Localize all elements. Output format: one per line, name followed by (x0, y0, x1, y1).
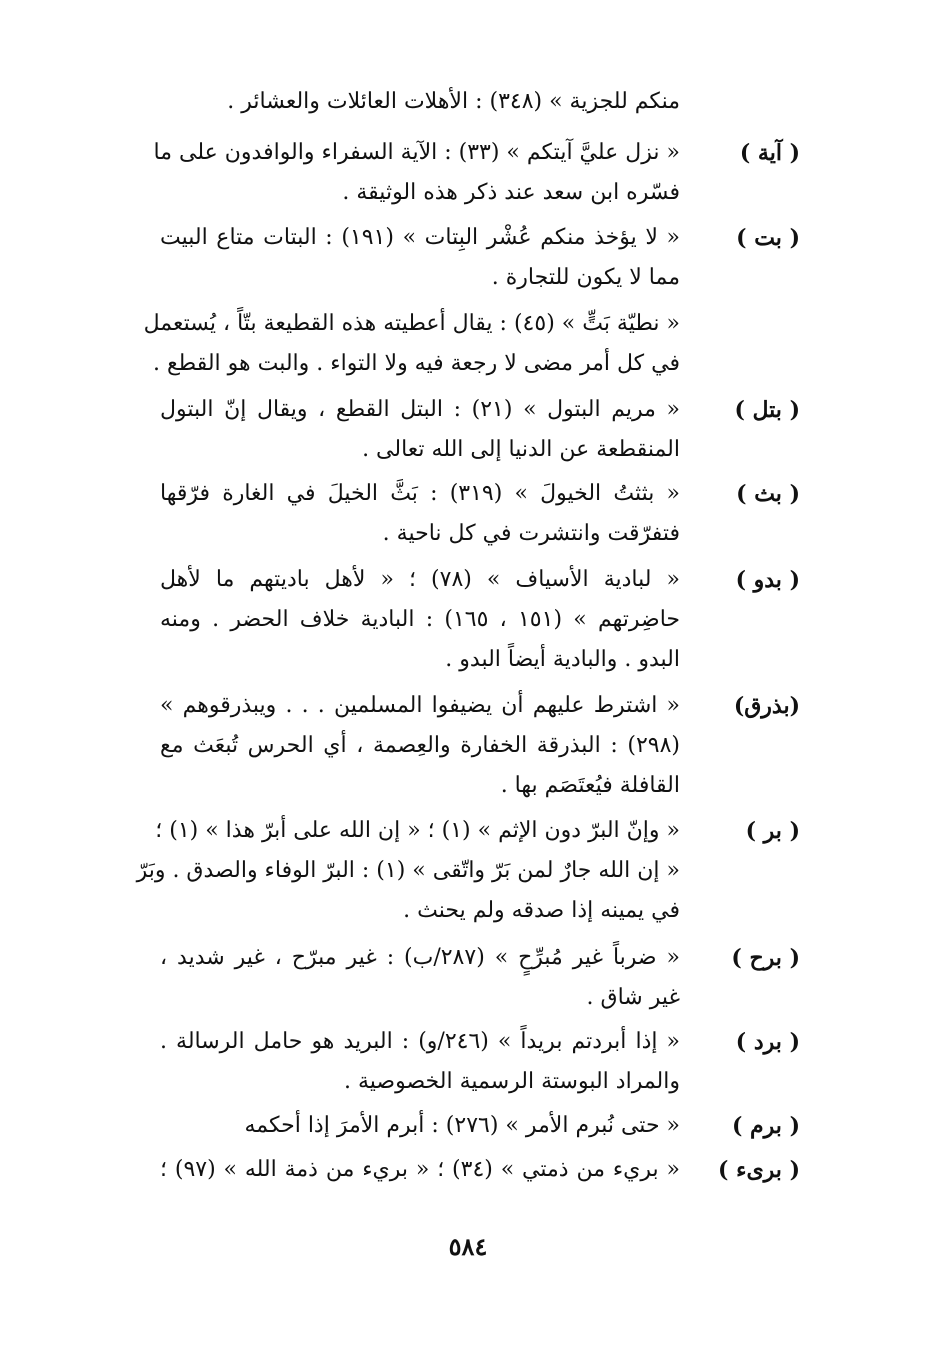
page-number: ٥٨٤ (448, 1232, 488, 1261)
entry-headword: ( برد ) (735, 1029, 800, 1055)
entry-headword: ( برح ) (731, 945, 800, 971)
entry-line: « اشترط عليهم أن يضيفوا المسلمين . . . ويبذرقوهم » (160, 693, 680, 718)
entry-line: (٢٩٨) : البذرقة الخفارة والعِصمة ، أي الحرس تُبعَث مع (160, 733, 680, 758)
entry-headword: ( بت ) (736, 225, 800, 251)
entry-line: « وإنّ البرّ دون الإثم » (١) ؛ « إن الله على أبرّ هذا » (١) ؛ (155, 818, 680, 843)
entry-line: « نطيّة بَتٍّ » (٤٥) : يقال أعطيته هذه القطيعة بتّاً ، يُستعمل (143, 311, 680, 336)
entry-line: حاضِرتهم » (١٥١ ، ١٦٥) : البادية خلاف الحضر . ومنه (160, 607, 680, 632)
entry-headword: ( برم ) (731, 1113, 800, 1139)
entry-line: في يمينه إذا صدقه ولم يحنث . (403, 898, 680, 923)
entry-line: « إن الله جارٌ لمن بَرّ واتّقى » (١) : البرّ الوفاء والصدق . وبَرّ (136, 858, 680, 883)
entry-line: في كل أمر مضى لا رجعة فيه ولا التواء . والبت هو القطع . (152, 351, 680, 376)
entry-headword: ( بتل ) (734, 397, 800, 423)
entry-line: « بريء من ذمتي » (٣٤) ؛ « بريء من ذمة الله » (٩٧) ؛ (160, 1157, 680, 1182)
entry-line: « لا يؤخذ منكم عُشْر البِتات » (١٩١) : البتات متاع البيت (160, 225, 680, 250)
entry-headword: ( بر ) (745, 818, 800, 844)
entry-line: البدو . والبادية أيضاً البدو . (445, 647, 680, 672)
entry-line: « ضرباً غير مُبرِّحٍ » (٢٨٧/ب) : غير مبرّح ، غير شديد ، (160, 945, 680, 970)
entry-headword: (بذرق) (733, 693, 800, 719)
entry-line: « مريم البتول » (٢١) : البتل القطع ، ويقال إنّ البتول (160, 397, 680, 422)
entry-line: « نزل عليَّ آيتكم » (٣٣) : الآية السفراء والوافدون على ما (153, 140, 680, 165)
entry-line: المنقطعة عن الدنيا إلى الله تعالى . (362, 437, 680, 462)
entry-line: غير شاق . (586, 985, 680, 1010)
entry-line: مما لا يكون للتجارة . (491, 265, 680, 290)
entry-line: « لبادية الأسياف » (٧٨) ؛ « لأهل باديتهم ما لأهل (160, 567, 680, 592)
entry-line: والمراد البوستة الرسمية الخصوصية . (344, 1069, 680, 1094)
entry-line: « بثثتُ الخيولَ » (٣١٩) : بَثَّ الخيلَ في الغارة فرّقها (160, 481, 680, 506)
entry-line: « إذا أبردتم بريداً » (٢٤٦/و) : البريد هو حامل الرسالة . (160, 1029, 680, 1054)
entry-line: « حتى نُبرم الأمر » (٢٧٦) : أبرم الأمرَ إذا أحكمه (244, 1113, 680, 1138)
entry-headword: ( برىء ) (718, 1157, 800, 1183)
continuation-line: منكم للجزية » (٣٤٨) : الأهلات العائلات والعشائر . (227, 89, 680, 114)
entry-line: القافلة فيُعتَصَم بها . (500, 773, 680, 798)
entry-headword: ( آية ) (739, 140, 800, 166)
entry-line: فسّره ابن سعد عند ذكر هذه الوثيقة . (342, 180, 680, 205)
entry-line: فتفرّقت وانتشرت في كل ناحية . (382, 521, 680, 546)
entry-headword: ( بدو ) (735, 567, 800, 593)
entry-headword: ( بث ) (736, 481, 800, 507)
